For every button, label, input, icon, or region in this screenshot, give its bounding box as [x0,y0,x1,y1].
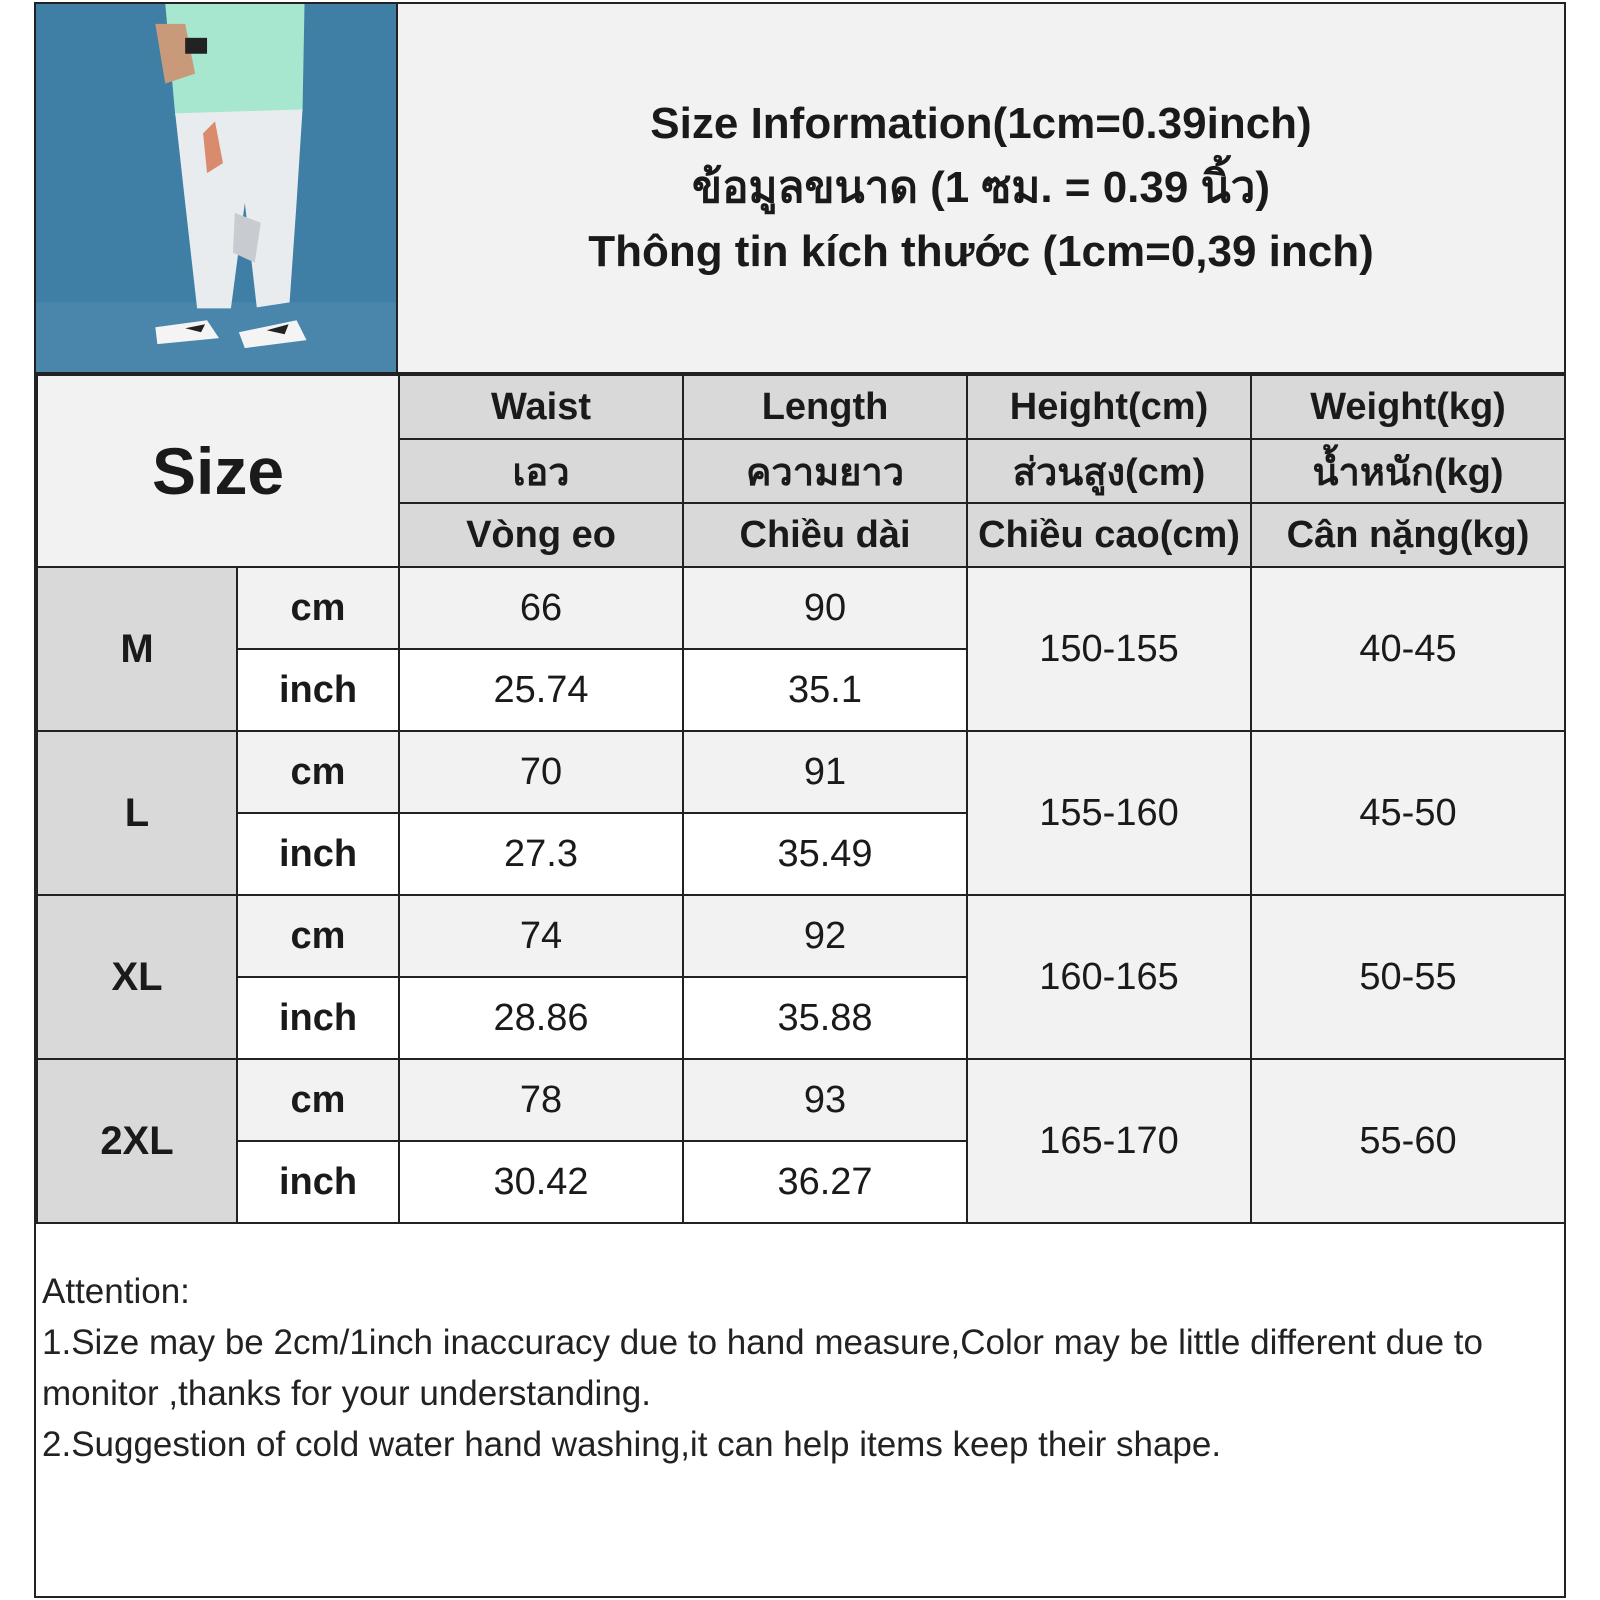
size-label: XL [37,895,237,1059]
size-label: L [37,731,237,895]
col-weight-vi: Cân nặng(kg) [1251,503,1565,567]
length-cm: 90 [683,567,967,649]
col-length-en: Length [683,375,967,439]
length-cm: 93 [683,1059,967,1141]
table-row [37,567,1565,649]
col-waist-vi: Vòng eo [399,503,683,567]
col-weight-th: น้ำหนัก(kg) [1251,439,1565,503]
unit-inch: inch [237,1141,399,1223]
height-range: 160-165 [967,895,1251,1059]
height-range: 150-155 [967,567,1251,731]
unit-cm: cm [237,895,399,977]
size-table [36,374,1566,1224]
length-inch: 35.49 [683,813,967,895]
length-cm: 91 [683,731,967,813]
length-cm: 92 [683,895,967,977]
length-inch: 36.27 [683,1141,967,1223]
unit-cm: cm [237,567,399,649]
height-range: 165-170 [967,1059,1251,1223]
col-weight-en: Weight(kg) [1251,375,1565,439]
size-label: 2XL [37,1059,237,1223]
col-length-th: ความยาว [683,439,967,503]
product-photo [36,4,398,374]
waist-inch: 30.42 [399,1141,683,1223]
col-waist-en: Waist [399,375,683,439]
title-english: Size Information(1cm=0.39inch) [650,99,1312,148]
col-height-th: ส่วนสูง(cm) [967,439,1251,503]
waist-cm: 70 [399,731,683,813]
notes-heading: Attention: [42,1272,190,1311]
waist-inch: 25.74 [399,649,683,731]
table-row [37,731,1565,813]
size-header: Size [37,375,399,567]
title-thai: ข้อมูลขนาด (1 ซม. = 0.39 นิ้ว) [691,163,1270,212]
length-inch: 35.1 [683,649,967,731]
unit-cm: cm [237,1059,399,1141]
waist-inch: 27.3 [399,813,683,895]
note-item: 2.Suggestion of cold water hand washing,it can help items keep their shape. [42,1425,1222,1464]
note-item: 1.Size may be 2cm/1inch inaccuracy due to hand measure,Color may be little different due to monitor ,thanks for your understanding. [42,1323,1483,1413]
unit-inch: inch [237,813,399,895]
weight-range: 55-60 [1251,1059,1565,1223]
unit-cm: cm [237,731,399,813]
size-info-title [398,4,1564,374]
height-range: 155-160 [967,731,1251,895]
table-row [37,895,1565,977]
waist-cm: 66 [399,567,683,649]
unit-inch: inch [237,649,399,731]
model-illustration [36,4,396,372]
waist-cm: 74 [399,895,683,977]
length-inch: 35.88 [683,977,967,1059]
col-height-en: Height(cm) [967,375,1251,439]
table-row [37,1059,1565,1141]
size-chart-sheet [34,2,1566,1598]
attention-notes [42,1266,1552,1470]
col-length-vi: Chiều dài [683,503,967,567]
title-vietnamese: Thông tin kích thước (1cm=0,39 inch) [588,227,1374,276]
header-row-en [37,375,1565,439]
waist-cm: 78 [399,1059,683,1141]
weight-range: 40-45 [1251,567,1565,731]
weight-range: 50-55 [1251,895,1565,1059]
size-label: M [37,567,237,731]
col-height-vi: Chiều cao(cm) [967,503,1251,567]
waist-inch: 28.86 [399,977,683,1059]
weight-range: 45-50 [1251,731,1565,895]
col-waist-th: เอว [399,439,683,503]
unit-inch: inch [237,977,399,1059]
